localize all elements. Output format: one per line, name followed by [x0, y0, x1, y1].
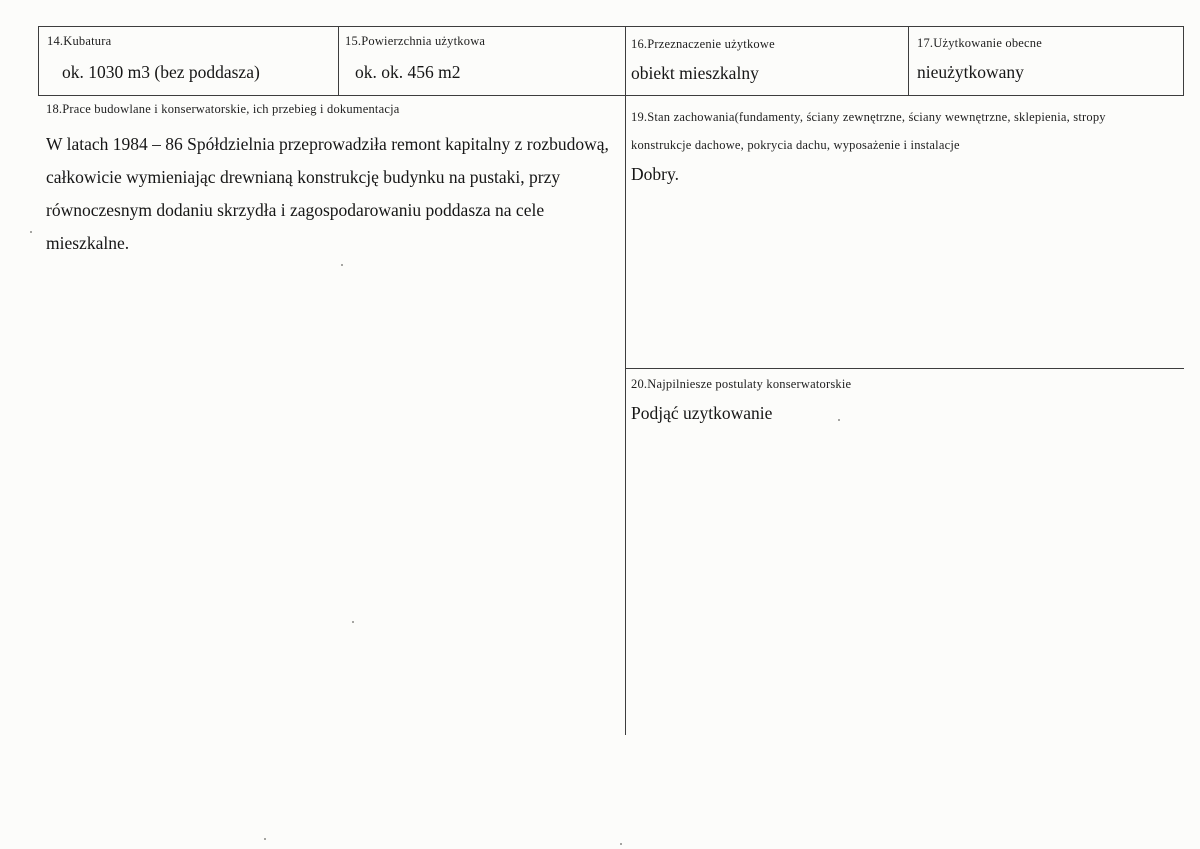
scan-speck — [352, 621, 354, 623]
field19-value: Dobry. — [631, 164, 679, 184]
field19-label-line1: 19.Stan zachowania(fundamenty, ściany zewnętrzne, ściany wewnętrzne, sklepienia, stropy — [631, 110, 1106, 124]
center-column-divider — [625, 26, 626, 735]
field19-label — [631, 103, 1106, 159]
table-top-border — [38, 26, 1184, 27]
field17-label: 17.Użytkowanie obecne — [917, 36, 1042, 50]
col-divider-14-15 — [338, 26, 339, 95]
col-divider-16-17 — [908, 26, 909, 95]
field15-label: 15.Powierzchnia użytkowa — [345, 34, 486, 48]
field19-20-divider — [625, 368, 1184, 369]
field17-value: nieużytkowany — [917, 62, 1024, 82]
field18-value: W latach 1984 – 86 Spółdzielnia przeprowadziła remont kapitalny z rozbudową, całkowicie wymieniając drewnianą konstrukcję budynku na pustaki, przy równoczesnym dodaniu skrzydła i zagospodarowaniu poddasza na cele mieszkalne. — [46, 134, 609, 253]
row1-bottom-border-left — [38, 95, 625, 96]
field15-value: ok. ok. 456 m2 — [355, 62, 461, 82]
row1-bottom-border-right — [625, 95, 1184, 96]
field20-label: 20.Najpilniesze postulaty konserwatorskie — [631, 377, 852, 391]
field19-label-line2: konstrukcje dachowe, pokrycia dachu, wyposażenie i instalacje — [631, 138, 960, 152]
scan-speck — [838, 419, 840, 421]
scan-speck — [30, 231, 32, 233]
field16-label: 16.Przeznaczenie użytkowe — [631, 37, 775, 51]
scan-speck — [264, 838, 266, 840]
scan-speck — [620, 843, 622, 845]
table-left-border — [38, 26, 39, 95]
field16-value: obiekt mieszkalny — [631, 63, 759, 83]
field20-value: Podjąć uzytkowanie — [631, 403, 773, 423]
scan-speck — [341, 264, 343, 266]
field18-label: 18.Prace budowlane i konserwatorskie, ich przebieg i dokumentacja — [46, 102, 400, 116]
field14-label: 14.Kubatura — [47, 34, 112, 48]
field14-value: ok. 1030 m3 (bez poddasza) — [62, 62, 260, 82]
table-right-border — [1183, 26, 1184, 95]
